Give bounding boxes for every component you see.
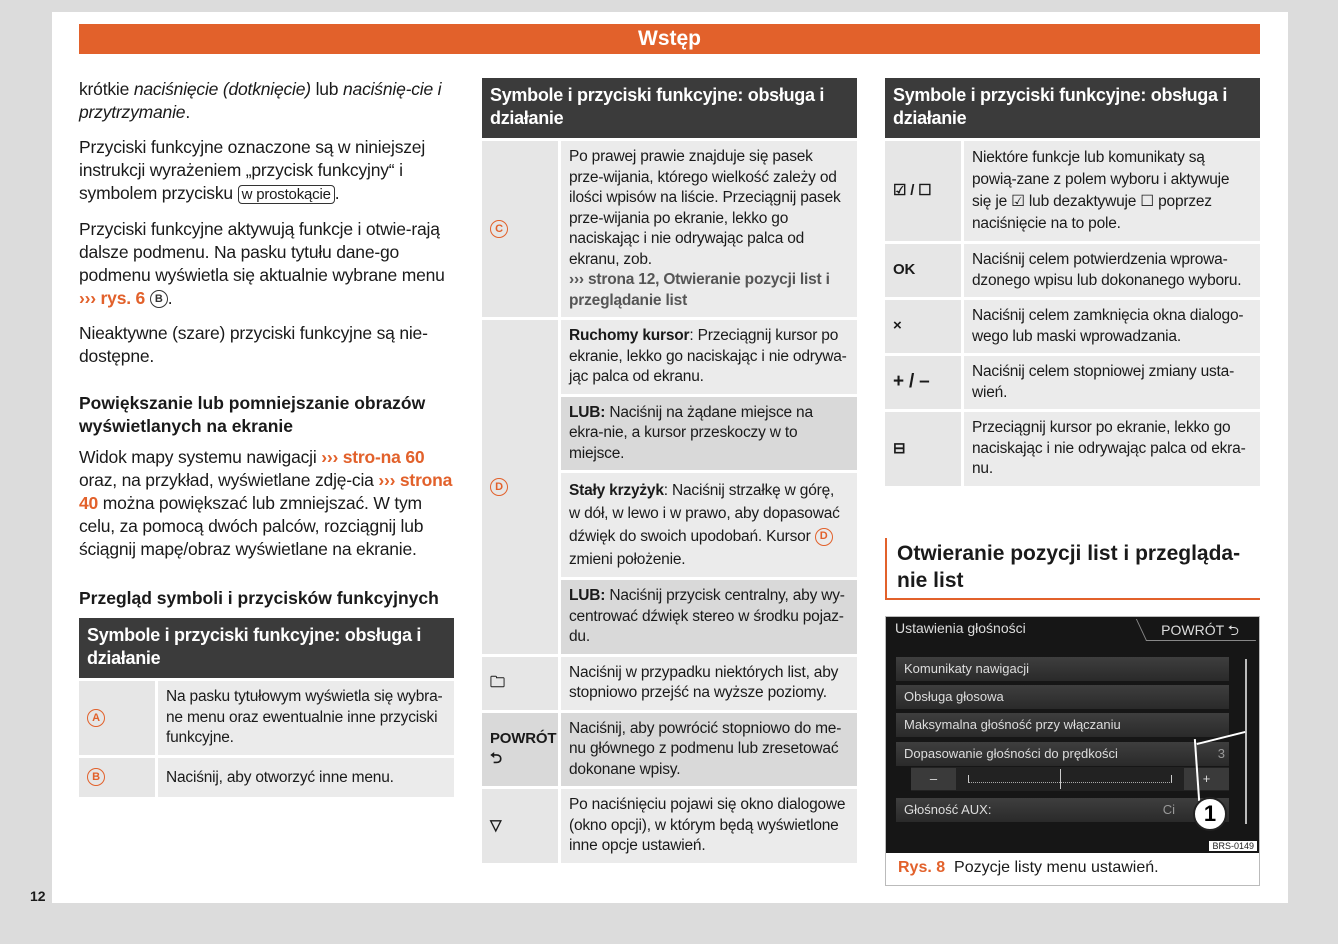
table-row bbox=[79, 758, 454, 797]
list-item[interactable]: Głośność AUX: Ci bbox=[896, 798, 1229, 822]
image-code: BRS-0149 bbox=[1209, 841, 1257, 851]
aux-value: Ci bbox=[1162, 801, 1175, 817]
page-link[interactable]: ››› stro-na 60 bbox=[321, 447, 425, 467]
row-text: Po prawej prawie znajduje się pasek prze-wijania, którego wielkość zależy od ilości wpisów na liście. Przeciągnij pasek prze-wijania po ekranie, lekko go naciskając i nie odrywając palca od ekranu, zob. ››› strona 12, Otwieranie pozycji list i przeglądanie list bbox=[561, 141, 857, 317]
callout-d-icon: D bbox=[490, 478, 508, 496]
row-text: Niektóre funkcje lub komunikaty są powią-zane z polem wyboru i aktywuje się je ☑ lub dezaktywuje ☐ poprzez naciśnięcie na to pole. bbox=[964, 141, 1260, 241]
boxed-text: w prostokącie bbox=[238, 185, 335, 204]
callout-a-icon: A bbox=[87, 709, 105, 727]
figure bbox=[885, 616, 1260, 886]
table-row bbox=[885, 141, 1260, 241]
drag-cursor-icon: ⊟ bbox=[885, 412, 961, 486]
row-text: Naciśnij w przypadku niektórych list, aby stopniowo przejść na wyższe poziomy. bbox=[561, 657, 857, 710]
folder-up-icon: 🗀 bbox=[482, 657, 558, 710]
table-row bbox=[885, 412, 1260, 486]
checkbox-icon: ☑ / ☐ bbox=[885, 141, 961, 241]
table-row bbox=[885, 300, 1260, 353]
close-icon: × bbox=[885, 300, 961, 353]
row-text: Ruchomy kursor: Przeciągnij kursor po ekranie, lekko go naciskając i nie odrywa-jąc palca od ekranu. bbox=[561, 320, 857, 394]
table-row bbox=[885, 356, 1260, 409]
row-text: Naciśnij celem zamknięcia okna dialogo-wego lub maski wprowadzania. bbox=[964, 300, 1260, 353]
page-link[interactable]: ››› strona 40 bbox=[79, 470, 453, 513]
table-row bbox=[482, 141, 857, 317]
table-title: Symbole i przyciski funkcyjne: obsługa i działanie bbox=[482, 78, 857, 138]
ok-label: OK bbox=[885, 244, 961, 297]
row-text: Przeciągnij kursor po ekranie, lekko go naciskając i nie odrywając palca od ekra-nu. bbox=[964, 412, 1260, 486]
paragraph: Przyciski funkcyjne oznaczone są w niniejszej instrukcji wyrażeniem „przycisk funkcyjny“ i symbolem przycisku w prostokącie . bbox=[79, 137, 426, 203]
list-item[interactable]: Komunikaty nawigacji bbox=[896, 657, 1229, 681]
plus-minus-icon: + / – bbox=[885, 356, 961, 409]
row-text: Na pasku tytułowym wyświetla się wybra-ne menu oraz ewentualnie inne przyciski funkcyjne. bbox=[158, 681, 454, 755]
row-text: Naciśnij celem potwierdzenia wprowa-dzonego wpisu lub dokonanego wyboru. bbox=[964, 244, 1260, 297]
column-1 bbox=[79, 78, 454, 797]
callout-b-icon: B bbox=[87, 768, 105, 786]
row-text: LUB: Naciśnij przycisk centralny, aby wy-centrować dźwięk stereo w środku pojaz-du. bbox=[561, 580, 857, 654]
figure-caption: Rys. 8 Pozycje listy menu ustawień. bbox=[898, 858, 1159, 876]
callout-d-icon: D bbox=[815, 528, 833, 546]
row-text: Naciśnij celem stopniowej zmiany usta-wień. bbox=[964, 356, 1260, 409]
table-row bbox=[482, 789, 857, 863]
figure-link[interactable]: ››› rys. 6 bbox=[79, 288, 146, 308]
subheading: Powiększanie lub pomniejszanie obrazów wyświetlanych na ekranie bbox=[79, 393, 426, 436]
row-text: LUB: Naciśnij na żądane miejsce na ekra-nie, a kursor przeskoczy w to miejsce. bbox=[561, 397, 857, 471]
table-title: Symbole i przyciski funkcyjne: obsługa i działanie bbox=[79, 618, 454, 678]
list-item[interactable]: Maksymalna głośność przy włączaniu bbox=[896, 713, 1229, 737]
page-link[interactable]: ››› strona 12, Otwieranie pozycji list i przeglądanie list bbox=[569, 271, 830, 309]
column-3 bbox=[885, 78, 1260, 886]
row-text: Stały krzyżyk: Naciśnij strzałkę w górę, w dół, w lewo i w prawo, aby dopasować dźwięk do swoich upodobań. Kursor D zmieni położenie. bbox=[561, 473, 857, 577]
table-row bbox=[482, 713, 857, 787]
table-title: Symbole i przyciski funkcyjne: obsługa i działanie bbox=[885, 78, 1260, 138]
screen-title: Ustawienia głośności bbox=[895, 619, 1026, 636]
screen-image bbox=[886, 617, 1259, 853]
back-arrow-icon: ⮌ bbox=[490, 750, 502, 768]
minus-button[interactable]: – bbox=[911, 768, 956, 790]
table-row bbox=[482, 320, 857, 654]
page-header: Wstęp bbox=[79, 24, 1260, 54]
options-triangle-icon: ▽ bbox=[482, 789, 558, 863]
paragraph: Nieaktywne (szare) przyciski funkcyjne są nie-dostępne. bbox=[79, 323, 428, 366]
paragraph: Przyciski funkcyjne aktywują funkcje i otwie-rają dalsze podmenu. Na pasku tytułu dane-go podmenu wyświetla się aktualnie wybrane menu ››› rys. 6 B . bbox=[79, 219, 445, 308]
table-row bbox=[482, 657, 857, 710]
paragraph: Widok mapy systemu nawigacji ››› stro-na 60 oraz, na przykład, wyświetlane zdję-cia ››› strona 40 można powiększać lub zmniejszać. W tym celu, za pomocą dwóch palców, rozciągnij lub ściągnij mapę/obraz wyświetlane na ekranie. bbox=[79, 447, 453, 559]
row-text: Naciśnij, aby otworzyć inne menu. bbox=[158, 758, 454, 797]
back-label: POWRÓT bbox=[490, 729, 557, 747]
volume-slider[interactable] bbox=[911, 767, 1229, 791]
subheading: Przegląd symboli i przycisków funkcyjnych bbox=[79, 588, 439, 608]
callout-c-icon: C bbox=[490, 220, 508, 238]
paragraph: krótkie naciśnięcie (dotknięcie) lub naciśnię-cie i przytrzymanie. bbox=[79, 79, 442, 122]
list-item[interactable]: Dopasowanie głośności do prędkości 3 bbox=[896, 742, 1229, 766]
column-2 bbox=[482, 78, 857, 863]
callout-1: 1 bbox=[1193, 797, 1227, 831]
row-text: Po naciśnięciu pojawi się okno dialogowe (okno opcji), w którym będą wyświetlone inne opcje ustawień. bbox=[561, 789, 857, 863]
row-text: Naciśnij, aby powrócić stopniowo do me-nu głównego z podmenu lub zresetować dokonane wpisy. bbox=[561, 713, 857, 787]
back-button[interactable]: POWRÓT ⮌ bbox=[1161, 621, 1239, 638]
list-item[interactable]: Obsługa głosowa bbox=[896, 685, 1229, 709]
plus-button[interactable]: + bbox=[1184, 768, 1229, 790]
page-number: 12 bbox=[30, 888, 46, 904]
table-row bbox=[885, 244, 1260, 297]
table-row bbox=[79, 681, 454, 755]
section-title: Otwieranie pozycji list i przegląda-nie list bbox=[885, 538, 1260, 600]
scrollbar[interactable] bbox=[1245, 659, 1247, 824]
callout-b: B bbox=[150, 290, 168, 308]
